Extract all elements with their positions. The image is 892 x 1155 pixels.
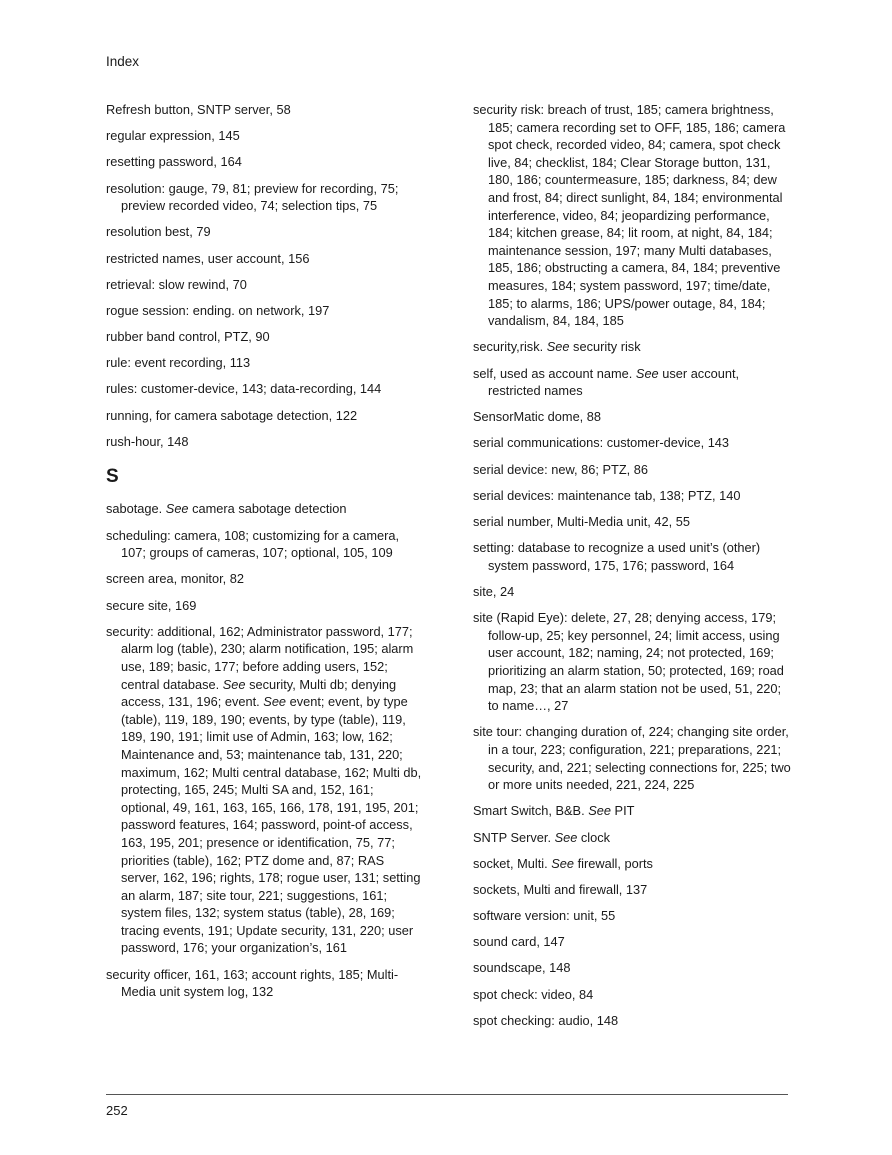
entry-text: SNTP Server. (473, 829, 555, 845)
index-entry: retrieval: slow rewind, 70 (106, 276, 247, 292)
index-entry: software version: unit, 55 (473, 908, 616, 924)
entry-text: socket, Multi. (473, 855, 552, 871)
index-entry: serial devices: maintenance tab, 138; PTZ, 140 (473, 487, 741, 503)
see-reference: See (551, 855, 575, 871)
index-entry: rush-hour, 148 (106, 433, 189, 449)
entry-text: clock (577, 829, 611, 845)
index-entry: screen area, monitor, 82 (106, 571, 244, 587)
see-reference: See (165, 501, 189, 517)
index-entry: scheduling: camera, 108; customizing for a camera, 107; groups of cameras, 107; optional, 105, 109 (106, 527, 400, 561)
index-entry: regular expression, 145 (106, 128, 240, 144)
running-header: Index (106, 54, 140, 69)
index-entry: rules: customer-device, 143; data-recording, 144 (106, 381, 382, 397)
index-entry: security risk: breach of trust, 185; camera brightness, 185; camera recording set to OFF, 185, 186; camera spot check, recorded video, 84; camera, spot check live, 84; checklist, 184; Clear Storage button, 131, 180, 186; countermeasure, 185; darkness, 84; dew and frost, 84; direct sunlight, 84, 184; environmental interference, video, 84; jeopardizing performance, 184; kitchen grease, 84; lit room, at night, 84, 184; maintenance session, 197; many Multi databases, 185, 186; obstructing a camera, 84, 184; preventive measures, 184; system password, 197; time/date, 185; to alarms, 186; UPS/power outage, 84, 184; vandalism, 84, 184, 185 (473, 102, 786, 329)
index-entry (473, 365, 791, 400)
footer-divider (106, 1094, 788, 1095)
section-letter-heading: S (106, 466, 119, 488)
index-entry: sound card, 147 (473, 934, 565, 950)
index-entry (106, 623, 424, 957)
entry-text: camera sabotage detection (188, 501, 347, 517)
index-entry: restricted names, user account, 156 (106, 250, 310, 266)
see-reference: See (554, 829, 578, 845)
index-entry (473, 855, 791, 873)
index-entry (106, 500, 424, 518)
index-entry: site tour: changing duration of, 224; changing site order, in a tour, 223; configuration, 221; preparations, 221; security, and, 221; selecting connections for, 225; two or more units needed, 221, 224, 225 (473, 724, 791, 793)
index-entry: rule: event recording, 113 (106, 355, 251, 371)
entry-text: user account, restricted names (488, 365, 740, 399)
index-entry (473, 829, 791, 847)
index-entry: spot check: video, 84 (473, 986, 594, 1002)
entry-text: sabotage. (106, 501, 166, 517)
index-entry: site, 24 (473, 584, 515, 599)
index-entry: rogue session: ending. on network, 197 (106, 302, 330, 318)
see-reference: See (635, 365, 659, 381)
entry-text: security: additional, 162; Administrator password, 177; alarm log (table), 230; alarm notification, 195; alarm use, 189; basic, 177; before adding users, 152; central database. (106, 623, 414, 692)
index-column-left (106, 101, 424, 1009)
index-entry: resolution best, 79 (106, 224, 211, 240)
entry-text: security,risk. (473, 339, 547, 355)
see-reference: See (588, 803, 611, 819)
index-entry: setting: database to recognize a used unit’s (other) system password, 175, 176; password, 164 (473, 540, 761, 573)
index-column-right (473, 101, 791, 1038)
index-entry: running, for camera sabotage detection, 122 (106, 407, 358, 423)
index-entry: secure site, 169 (106, 597, 197, 613)
see-reference: See (546, 339, 570, 355)
index-entry: rubber band control, PTZ, 90 (106, 329, 270, 345)
index-entry: Refresh button, SNTP server, 58 (106, 102, 291, 117)
index-entry: soundscape, 148 (473, 960, 571, 976)
entry-text: PIT (611, 803, 635, 819)
index-entry: resetting password, 164 (106, 154, 242, 170)
index-entry: spot checking: audio, 148 (473, 1012, 619, 1028)
entry-text: firewall, ports (574, 855, 653, 871)
index-entry: serial communications: customer-device, 143 (473, 435, 730, 451)
index-entry: serial number, Multi-Media unit, 42, 55 (473, 514, 690, 530)
entry-text: self, used as account name. (473, 365, 636, 381)
entry-text: security risk (569, 339, 641, 355)
entry-text: event; event, by type (table), 119, 189, 190; events, by type (table), 119, 189, 190, 191; limit use of Admin, 163; low, 162; Maintenance and, 53; maintenance tab, 131, 220; maximum, 162; Multi central database, 162; Multi db, protecting, 165, 245; Multi SA and, 152, 161; optional, 49, 161, 163, 165, 166, 178, 191, 195, 201; password features, 164; password, point-of access, 163, 195, 201; presence or identification, 75, 77; priorities (table), 162; PTZ dome and, 87; RAS server, 162, 196; rights, 178; rogue user, 131; setting an alarm, 187; site tour, 221; suggestions, 161; system files, 132; system status (table), 28, 169; tracing events, 191; Update security, 131, 220; user password, 176; your organization’s, 161 (121, 694, 422, 956)
index-entry: security officer, 161, 163; account rights, 185; Multi-Media unit system log, 132 (106, 966, 399, 1000)
index-entry: serial device: new, 86; PTZ, 86 (473, 461, 648, 477)
entry-text: Smart Switch, B&B. (473, 803, 589, 819)
index-entry (473, 802, 791, 820)
see-reference: See (222, 676, 246, 692)
entry-text: security, Multi db; denying access, 131, 196; event. (121, 676, 397, 710)
index-entry: sockets, Multi and firewall, 137 (473, 881, 648, 897)
index-entry (473, 338, 791, 356)
index-entry: site (Rapid Eye): delete, 27, 28; denying access, 179; follow-up, 25; key personnel, 24; limit access, using user account, 182; naming, 24; not protected, 169; prioritizing an alarm station, 50; protected, 169; road map, 23; that an alarm station not be used, 51, 220; to name…, 27 (473, 610, 784, 714)
index-entry: SensorMatic dome, 88 (473, 409, 602, 425)
see-reference: See (263, 694, 287, 710)
page-number: 252 (106, 1103, 128, 1118)
index-entry: resolution: gauge, 79, 81; preview for recording, 75; preview recorded video, 74; selection tips, 75 (106, 180, 399, 214)
